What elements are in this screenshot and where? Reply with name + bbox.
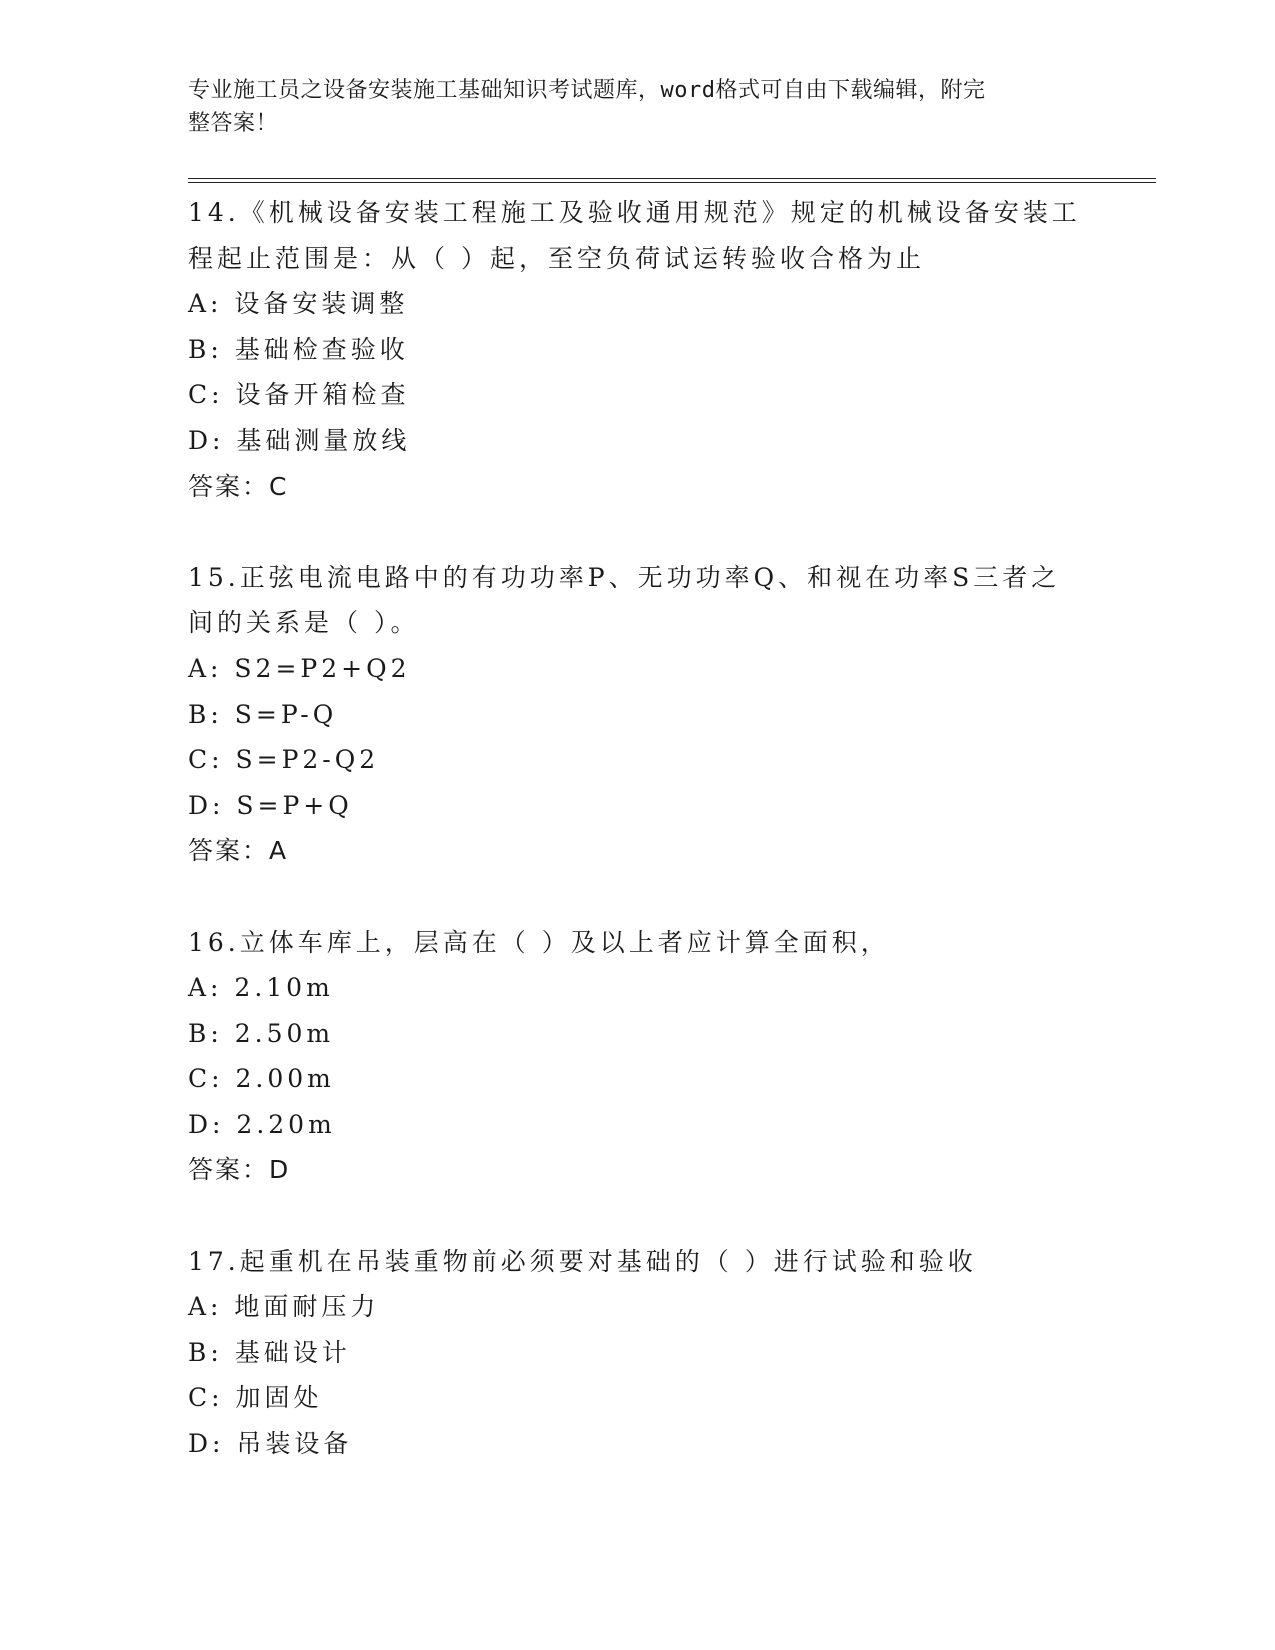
- option-a: A: 2.10m: [188, 973, 334, 1003]
- question-stem-line-1: 17.起重机在吊装重物前必须要对基础的（ ）进行试验和验收: [188, 1246, 977, 1276]
- question-stem-line-1: 14.《机械设备安装工程施工及验收通用规范》规定的机械设备安装工: [188, 198, 1081, 227]
- answer-label: 答案：A: [188, 836, 289, 866]
- option-b: B: 2.50m: [188, 1018, 335, 1048]
- question-stem-line-2: 间的关系是（ ）。: [188, 608, 420, 638]
- question-14: [188, 190, 1156, 555]
- question-15: [188, 555, 1156, 920]
- option-a: A: S2=P2+Q2: [188, 653, 411, 683]
- option-c: C: 加固处: [188, 1383, 323, 1413]
- question-stem-line-1: 16.立体车库上，层高在（ ）及以上者应计算全面积，: [188, 927, 890, 957]
- option-c: C: 2.00m: [188, 1064, 335, 1094]
- option-d: D: 基础测量放线: [188, 425, 411, 455]
- question-stem-line-2: 程起止范围是：从（ ）起，至空负荷试运转验收合格为止: [188, 243, 925, 273]
- question-spacer: [188, 1193, 1156, 1239]
- option-d: D: 吊装设备: [188, 1429, 353, 1459]
- option-c: C: 设备开箱检查: [188, 380, 410, 410]
- header-note-line-1: 专业施工员之设备安装施工基础知识考试题库，word格式可自由下载编辑，附完: [188, 78, 986, 103]
- answer-label: 答案：D: [188, 1155, 291, 1185]
- option-d: D: 2.20m: [188, 1109, 336, 1139]
- option-b: B: 基础检查验收: [188, 334, 409, 364]
- answer-label: 答案：C: [188, 471, 289, 501]
- question-stem: [188, 555, 1088, 646]
- header-note-line-2: 整答案！: [188, 111, 279, 136]
- question-stem-line-1: 15.正弦电流电路中的有功功率P、无功功率Q、和视在功率S三者之: [188, 562, 1061, 592]
- header-note: [188, 74, 1088, 140]
- question-17: [188, 1239, 1156, 1467]
- question-spacer: [188, 874, 1156, 920]
- option-d: D: S=P+Q: [188, 790, 353, 820]
- question-list: [188, 190, 1156, 1467]
- question-16: [188, 920, 1156, 1239]
- option-a: A: 地面耐压力: [188, 1292, 380, 1322]
- header-divider: [188, 178, 1156, 183]
- option-b: B: 基础设计: [188, 1337, 351, 1367]
- question-spacer: [188, 509, 1156, 555]
- option-c: C: S=P2-Q2: [188, 745, 380, 775]
- question-stem: [188, 920, 1088, 966]
- question-stem: [188, 1239, 1088, 1285]
- option-a: A: 设备安装调整: [188, 289, 409, 319]
- option-b: B: S=P-Q: [188, 699, 338, 729]
- question-stem: [188, 190, 1088, 281]
